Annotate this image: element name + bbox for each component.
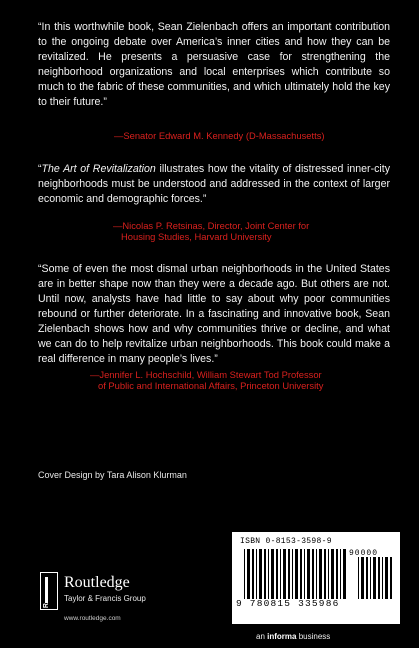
barcode-bar bbox=[378, 557, 380, 599]
ean-barcode bbox=[244, 549, 348, 599]
quote-text bbox=[38, 162, 390, 207]
barcode-bar bbox=[382, 557, 383, 599]
quote-open: “ bbox=[38, 163, 42, 175]
quote-text: “In this worthwhile book, Sean Zielenbach offers an important contribution to the ongoing debate over America’s inner cities and how they can be revitalized. He presents a persuasive case for strengthening the neighborhood organizations and local enterprises which contribute so much to the fabric of these communities, and which ultimately hold the key to their future.” bbox=[38, 21, 390, 108]
barcode-bar bbox=[316, 549, 317, 599]
attribution-line: of Public and International Affairs, Princeton University bbox=[98, 380, 324, 391]
quote-text: “Some of even the most dismal urban neighborhoods in the United States are in better shape now than they were a decade ago. But others are not. Until now, analysts have had little to say about why poor communities rebound or further deteriorate. In a fascinating and innovative book, Sean Zielenbach shows how and why communities thrive or decline, and what we can do to help revitalize urban neighborhoods. This book could make a real difference in many people’s lives.” bbox=[38, 263, 390, 365]
book-title: The Art of Revitalization bbox=[41, 163, 156, 175]
barcode-bar bbox=[312, 549, 314, 599]
informa-tagline bbox=[256, 632, 330, 641]
barcode-bar bbox=[366, 557, 368, 599]
barcode-bar bbox=[304, 549, 305, 599]
informa-suffix: business bbox=[296, 632, 331, 641]
attribution-hochschild bbox=[90, 369, 323, 391]
barcode-number: 9 780815 335986 bbox=[236, 598, 340, 609]
quote-retsinas bbox=[38, 162, 390, 207]
publisher-group: Taylor & Francis Group bbox=[64, 594, 146, 603]
attribution-line: —Nicolas P. Retsinas, Director, Joint Center for bbox=[113, 220, 310, 231]
publisher-url: www.routledge.com bbox=[64, 615, 121, 622]
informa-brand: informa bbox=[267, 632, 297, 641]
quote-hochschild bbox=[38, 262, 390, 367]
barcode-bar bbox=[271, 549, 274, 599]
barcode-bar bbox=[247, 549, 250, 599]
barcode-bar bbox=[336, 549, 338, 599]
barcode-bar bbox=[361, 557, 364, 599]
isbn-label: ISBN 0-8153-3598-9 bbox=[240, 537, 332, 546]
barcode-bar bbox=[244, 549, 245, 599]
addon-number: 90000 bbox=[349, 549, 379, 558]
attribution-line: —Jennifer L. Hochschild, William Stewart Tod Professor bbox=[90, 369, 322, 380]
mark-letter: R bbox=[43, 602, 50, 608]
attribution-line: Housing Studies, Harvard University bbox=[121, 231, 272, 242]
routledge-mark-icon bbox=[40, 572, 58, 610]
barcode-bar bbox=[373, 557, 376, 599]
attribution-line: —Senator Edward M. Kennedy (D-Massachusetts) bbox=[114, 130, 325, 141]
barcode-bar bbox=[319, 549, 322, 599]
barcode-bar bbox=[264, 549, 266, 599]
barcode-bar bbox=[307, 549, 310, 599]
barcode-panel bbox=[232, 532, 400, 624]
barcode-bar bbox=[256, 549, 257, 599]
barcode-bar bbox=[268, 549, 269, 599]
barcode-bar bbox=[385, 557, 388, 599]
addon-barcode bbox=[358, 557, 396, 599]
barcode-bar bbox=[390, 557, 392, 599]
barcode-bar bbox=[259, 549, 262, 599]
barcode-bar bbox=[276, 549, 278, 599]
barcode-bar bbox=[370, 557, 371, 599]
barcode-bar bbox=[343, 549, 346, 599]
attribution-kennedy bbox=[114, 130, 325, 141]
barcode-bar bbox=[295, 549, 298, 599]
informa-prefix: an bbox=[256, 632, 268, 641]
barcode-bar bbox=[300, 549, 302, 599]
quote-rest: illustrates how the vitality of distressed inner-city neighborhoods must be understood and addressed in the context of larger economic and demographic forces.” bbox=[38, 163, 390, 205]
attribution-retsinas bbox=[113, 220, 309, 242]
barcode-bar bbox=[340, 549, 341, 599]
quote-kennedy bbox=[38, 20, 390, 110]
barcode-bar bbox=[328, 549, 329, 599]
barcode-bar bbox=[252, 549, 254, 599]
barcode-bar bbox=[288, 549, 290, 599]
barcode-bar bbox=[358, 557, 359, 599]
barcode-bar bbox=[292, 549, 293, 599]
publisher-name: Routledge bbox=[64, 574, 130, 591]
cover-design-credit: Cover Design by Tara Alison Klurman bbox=[38, 470, 187, 480]
barcode-bar bbox=[324, 549, 326, 599]
barcode-bar bbox=[283, 549, 286, 599]
barcode-bar bbox=[280, 549, 281, 599]
barcode-bar bbox=[331, 549, 334, 599]
